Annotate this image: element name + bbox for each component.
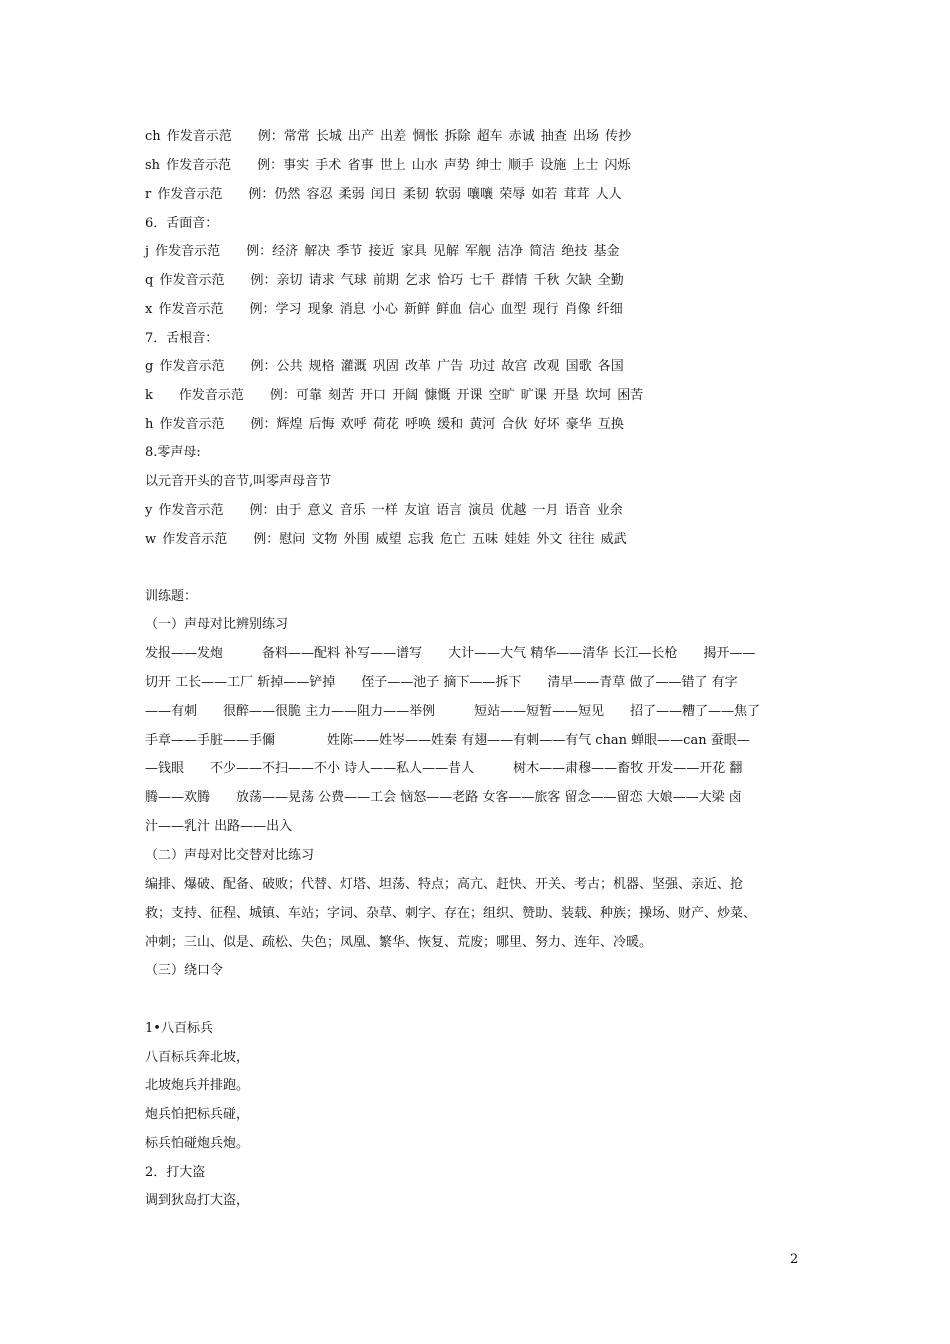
part1-line: 汁——乳汁 出路——出入 [145, 819, 293, 834]
poem1-line: 标兵怕碰炮兵炮。 [145, 1136, 250, 1151]
poem2-title: 2．打大盗 [145, 1165, 206, 1180]
part3-title: （三）绕口令 [145, 963, 224, 978]
g-example-line: g 作发音示范 例：公共 规格 灌溉 巩固 改革 广告 功过 故宫 改观 国歌 各国 [145, 359, 624, 374]
poem1-line: 北坡炮兵并排跑。 [145, 1078, 250, 1093]
poem1-line: 炮兵怕把标兵碰， [145, 1107, 250, 1122]
part1-line: —钱眼 不少——不扫——不小 诗人——私人——昔人 树木——肃穆——畜牧 开发——开花 翻 [145, 761, 743, 776]
j-example-line: j 作发音示范 例：经济 解决 季节 接近 家具 见解 军舰 洁净 简洁 绝技 基金 [145, 244, 620, 259]
k-example-line: k 作发音示范 例：可靠 刻苦 开口 开阔 慷慨 开课 空旷 旷课 开垦 坎坷 困苦 [145, 388, 644, 403]
r-example-line: r 作发音示范 例：仍然 容忍 柔弱 闰日 柔韧 软弱 嚷嚷 荣辱 如若 茸茸 人人 [145, 187, 622, 202]
part1-line: 发报——发炮 备料——配料 补写——谱写 大计——大气 精华——清华 长江—长枪 揭开—— [145, 646, 756, 661]
training-title: 训练题： [145, 589, 198, 604]
part2-line: 救；支持、征程、城镇、车站；字词、杂草、刺字、存在；组织、赞助、装载、种族；操场、财产、炒菜、 [145, 906, 757, 921]
y-example-line: y 作发音示范 例：由于 意义 音乐 一样 友谊 语言 演员 优越 一月 语音 业余 [145, 503, 623, 518]
part1-line: 手章——手脏——手儞 姓陈——姓岑——姓秦 有翅——有刺——有气 chan 蝉眼——can 蚕眼— [145, 733, 750, 748]
x-example-line: x 作发音示范 例：学习 现象 消息 小心 新鲜 鲜血 信心 血型 现行 肖像 纤细 [145, 302, 623, 317]
sh-example-line: sh 作发音示范 例：事实 手术 省事 世上 山水 声势 绅士 顺手 设施 上士 闪烁 [145, 158, 631, 173]
poem2-line: 调到狄岛打大盗， [145, 1193, 250, 1208]
part2-line: 编排、爆破、配备、破败；代替、灯塔、坦荡、特点；高亢、赶快、开关、考古；机器、坚强、亲近、抢 [145, 877, 744, 892]
h-example-line: h 作发音示范 例：辉煌 后悔 欢呼 荷花 呼唤 缓和 黄河 合伙 好坏 豪华 互换 [145, 417, 624, 432]
q-example-line: q 作发音示范 例：亲切 请求 气球 前期 乞求 恰巧 七千 群情 千秋 欠缺 全勤 [145, 273, 624, 288]
section-heading-8: 8.零声母: [145, 445, 201, 460]
section-heading-7: 7．舌根音： [145, 331, 219, 346]
poem1-title: 1•八百标兵 [145, 1021, 213, 1036]
part2-line: 冲刺；三山、似是、疏松、失色；凤凰、繁华、恢复、荒废；哪里、努力、连年、冷暖。 [145, 935, 653, 950]
poem1-line: 八百标兵奔北坡， [145, 1050, 250, 1065]
part1-line: ——有刺 很醉——很脆 主力——阻力——举例 短站——短暂——短见 招了——糟了——焦了 [145, 704, 761, 719]
part1-title: （一）声母对比辨别练习 [145, 617, 289, 632]
zero-initial-description: 以元音开头的音节,叫零声母音节 [145, 474, 332, 489]
section-heading-6: 6．舌面音： [145, 216, 219, 231]
part2-title: （二）声母对比交替对比练习 [145, 848, 315, 863]
part1-line: 腾——欢腾 放荡——晃荡 公费——工会 恼怒——老路 女客——旅客 留念——留恋 大娘——大梁 卤 [145, 790, 742, 805]
part1-line: 切开 工长——工厂 斩掉——铲掉 侄子——池子 摘下——拆下 清早——青草 做了——错了 有字 [145, 675, 738, 690]
ch-example-line: ch 作发音示范 例：常常 长城 出产 出差 惆怅 拆除 超车 赤诚 抽查 出场 传抄 [145, 129, 632, 144]
page-number: 2 [790, 1252, 799, 1267]
w-example-line: w 作发音示范 例：慰问 文物 外围 威望 忘我 危亡 五味 娃娃 外文 往往 威武 [145, 532, 627, 547]
